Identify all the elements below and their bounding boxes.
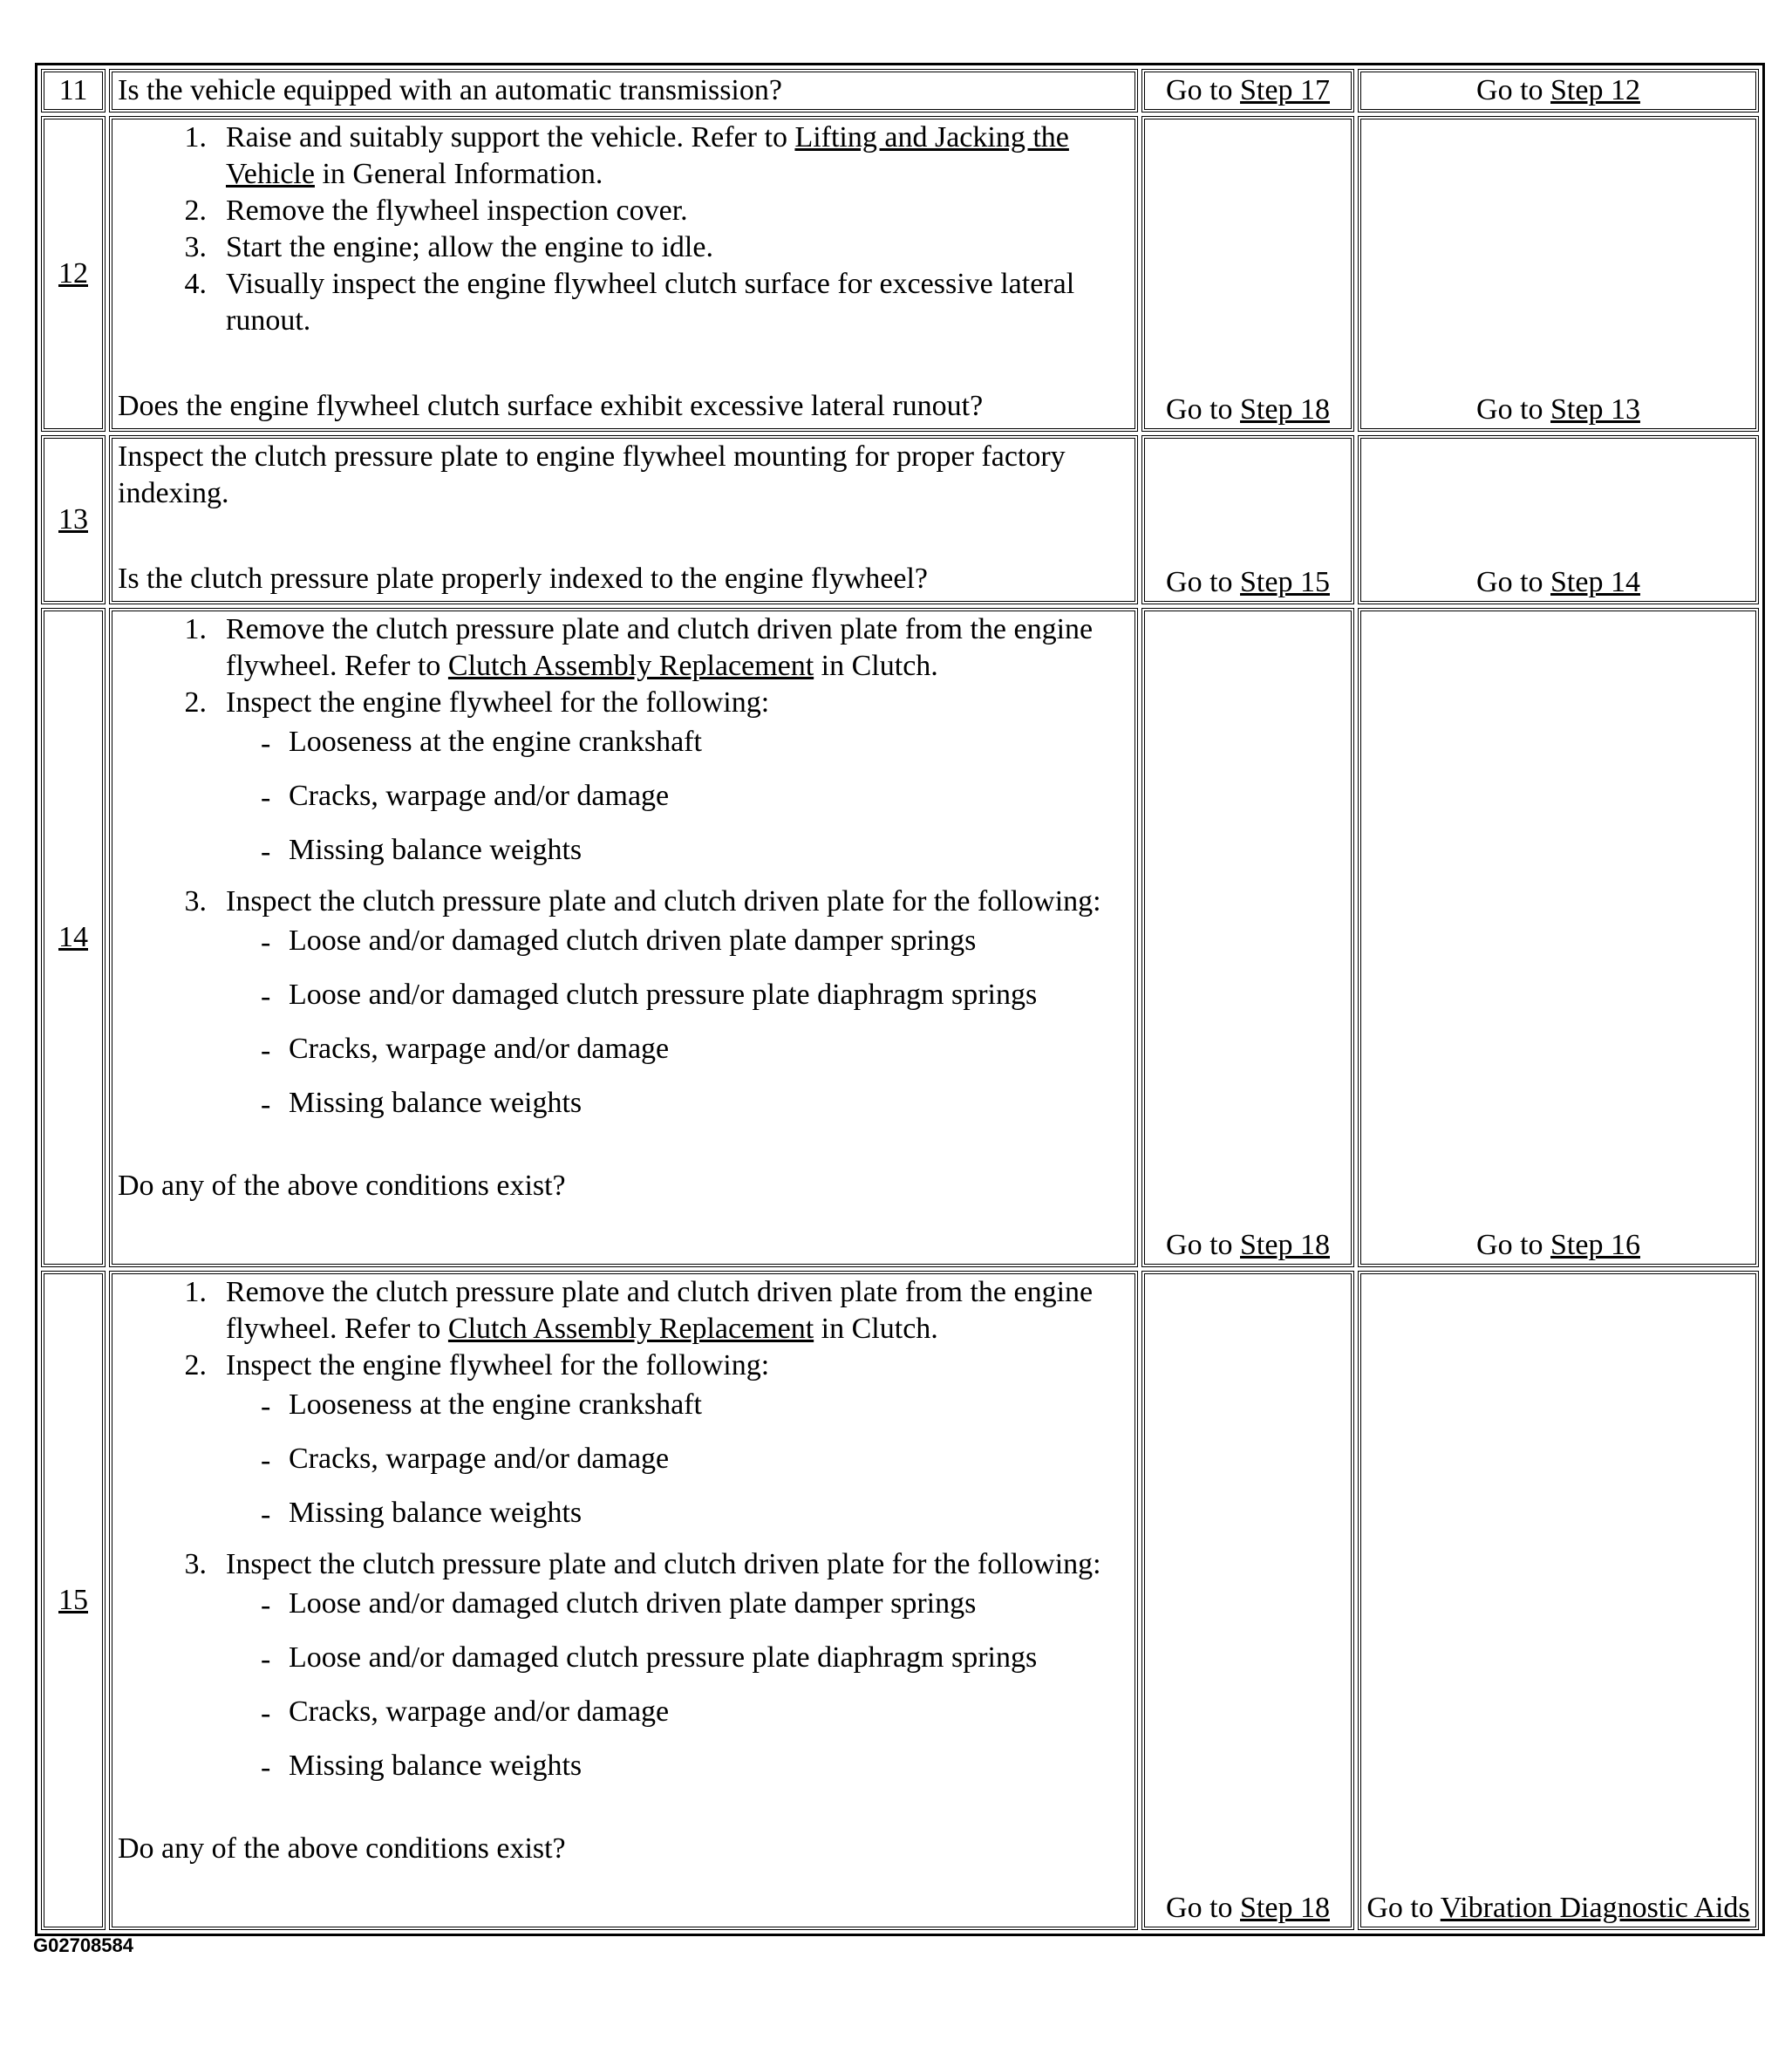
no-cell: Go to Step 14: [1358, 435, 1759, 604]
diagnostic-steps-table: [35, 63, 1765, 1936]
sub-list-item: - Loose and/or damaged clutch driven plate damper springs: [261, 924, 977, 958]
step-anchor-link[interactable]: 13: [58, 503, 88, 536]
step-link[interactable]: Step 18: [1240, 393, 1330, 426]
sub-list: [118, 920, 1129, 1136]
step-link[interactable]: Step 12: [1550, 74, 1640, 106]
step-action: [109, 116, 1138, 432]
no-cell: Go to Step 13: [1358, 116, 1759, 432]
table-row: [41, 435, 1759, 604]
step-action: [109, 435, 1138, 604]
step-instruction: Inspect the clutch pressure plate to engine flywheel mounting for proper factory indexing.: [118, 440, 1066, 509]
no-cell: Go to Step 12: [1358, 69, 1759, 113]
list-item: 3. Inspect the clutch pressure plate and clutch driven plate for the following: - Loose and/or damaged clutch driven plate damper springs - Loose and/or damaged clutch pressure plate diaphragm springs - Cracks, warpage and/or damage - Missing balance weights: [118, 883, 1129, 1136]
sub-list-item: - Missing balance weights: [261, 1497, 583, 1531]
step-question: Do any of the above conditions exist?: [118, 1832, 566, 1865]
step-action: [109, 608, 1138, 1267]
no-cell: Go to Vibration Diagnostic Aids: [1358, 1271, 1759, 1930]
step-action: [109, 69, 1138, 113]
list-item: 1. Remove the clutch pressure plate and clutch driven plate from the engine flywheel. Refer to Clutch Assembly Replacement in Clutch.: [184, 613, 1094, 682]
step-action: [109, 1271, 1138, 1930]
step-link[interactable]: Step 13: [1550, 393, 1640, 426]
step-link[interactable]: Step 18: [1240, 1229, 1330, 1261]
step-number: [41, 116, 106, 432]
list-item: 3. Start the engine; allow the engine to idle.: [184, 231, 713, 263]
sub-list: [118, 1583, 1129, 1799]
list-item: 2. Inspect the engine flywheel for the following: - Looseness at the engine crankshaft - Cracks, warpage and/or damage - Missing balance weights: [118, 1347, 1129, 1546]
table-row: [41, 116, 1759, 432]
step-number: 11: [41, 69, 106, 113]
list-item: 4. Visually inspect the engine flywheel clutch surface for excessive lateral runout.: [184, 268, 1075, 337]
step-number: [41, 608, 106, 1267]
list-item: 2. Remove the flywheel inspection cover.: [184, 194, 688, 227]
step-anchor-link[interactable]: 15: [58, 1584, 88, 1616]
list-item: 2. Inspect the engine flywheel for the following: - Looseness at the engine crankshaft - Cracks, warpage and/or damage - Missing balance weights: [118, 685, 1129, 883]
vibration-diagnostic-aids-link[interactable]: Vibration Diagnostic Aids: [1440, 1892, 1750, 1924]
sub-list-item: - Cracks, warpage and/or damage: [261, 780, 670, 814]
sub-list-item: - Loose and/or damaged clutch pressure plate diaphragm springs: [261, 1641, 1038, 1675]
no-cell: Go to Step 16: [1358, 608, 1759, 1267]
sub-list-item: - Cracks, warpage and/or damage: [261, 1695, 670, 1729]
list-item: 3. Inspect the clutch pressure plate and clutch driven plate for the following: - Loose and/or damaged clutch driven plate damper springs - Loose and/or damaged clutch pressure plate diaphragm springs - Cracks, warpage and/or damage - Missing balance weights: [118, 1546, 1129, 1799]
sub-list-item: - Missing balance weights: [261, 1750, 583, 1784]
yes-cell: Go to Step 18: [1141, 1271, 1354, 1930]
yes-cell: Go to Step 18: [1141, 608, 1354, 1267]
step-anchor-link[interactable]: 12: [58, 257, 88, 290]
yes-cell: Go to Step 15: [1141, 435, 1354, 604]
lifting-jacking-link[interactable]: Lifting and Jacking the Vehicle: [226, 121, 1069, 190]
step-link[interactable]: Step 15: [1240, 566, 1330, 598]
step-anchor-link[interactable]: 14: [58, 921, 88, 953]
figure-id: G02708584: [33, 1934, 133, 1956]
step-link[interactable]: Step 17: [1240, 74, 1330, 106]
table-row: [41, 1271, 1759, 1930]
yes-cell: Go to Step 18: [1141, 116, 1354, 432]
sub-list-item: - Looseness at the engine crankshaft: [261, 1388, 702, 1422]
sub-list: [118, 1384, 1129, 1546]
sub-list-item: - Missing balance weights: [261, 834, 583, 868]
sub-list: [118, 721, 1129, 883]
list-item: 1. Raise and suitably support the vehicle. Refer to Lifting and Jacking the Vehicle in General Information.: [184, 121, 1069, 190]
sub-list-item: - Cracks, warpage and/or damage: [261, 1443, 670, 1477]
step-link[interactable]: Step 18: [1240, 1892, 1330, 1924]
step-number: [41, 1271, 106, 1930]
procedure-list: [118, 119, 1129, 339]
document-page: [35, 63, 1760, 1936]
sub-list-item: - Looseness at the engine crankshaft: [261, 726, 702, 760]
procedure-list: [118, 1274, 1129, 1799]
clutch-assembly-link[interactable]: Clutch Assembly Replacement: [447, 1313, 814, 1345]
table-row: [41, 69, 1759, 113]
sub-list-item: - Cracks, warpage and/or damage: [261, 1033, 670, 1067]
step-number: [41, 435, 106, 604]
sub-list-item: - Missing balance weights: [261, 1087, 583, 1121]
step-link[interactable]: Step 14: [1550, 566, 1640, 598]
step-question: Is the vehicle equipped with an automatic transmission?: [118, 74, 782, 106]
list-item: 1. Remove the clutch pressure plate and clutch driven plate from the engine flywheel. Refer to Clutch Assembly Replacement in Clutch.: [184, 1276, 1094, 1345]
sub-list-item: - Loose and/or damaged clutch driven plate damper springs: [261, 1587, 977, 1621]
yes-cell: Go to Step 17: [1141, 69, 1354, 113]
step-question: Do any of the above conditions exist?: [118, 1170, 566, 1202]
clutch-assembly-link[interactable]: Clutch Assembly Replacement: [447, 650, 814, 682]
table-row: [41, 608, 1759, 1267]
step-link[interactable]: Step 16: [1550, 1229, 1640, 1261]
sub-list-item: - Loose and/or damaged clutch pressure plate diaphragm springs: [261, 979, 1038, 1013]
step-question: Is the clutch pressure plate properly indexed to the engine flywheel?: [118, 563, 928, 595]
procedure-list: [118, 611, 1129, 1136]
step-question: Does the engine flywheel clutch surface exhibit excessive lateral runout?: [118, 390, 984, 422]
